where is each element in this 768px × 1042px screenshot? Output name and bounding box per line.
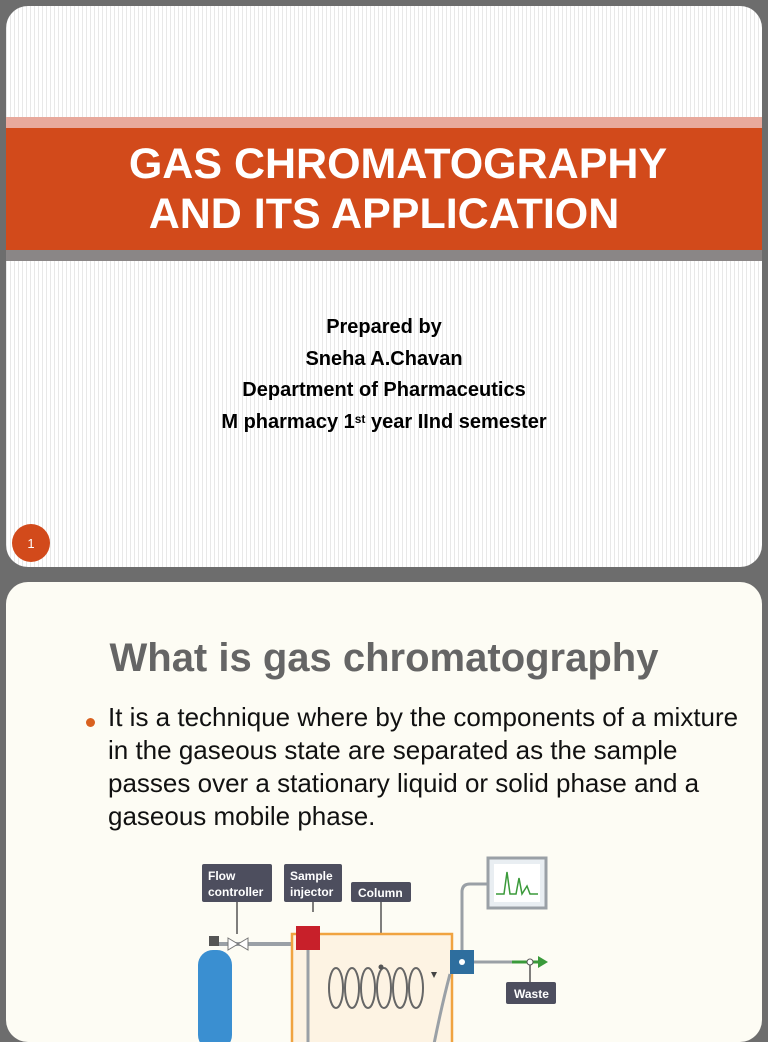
slide-2	[6, 582, 762, 1042]
author-block	[6, 312, 762, 438]
title-accent-top	[6, 117, 762, 128]
title-line-1: GAS CHROMATOGRAPHY	[128, 140, 668, 188]
prepared-by-label: Prepared by	[326, 316, 442, 338]
slide-heading: What is gas chromatography	[109, 636, 659, 680]
page-number-badge: 1	[12, 524, 50, 562]
gc-instrument-diagram	[186, 854, 566, 1042]
waste-text: Waste	[514, 987, 549, 1001]
sample-injector-text-2: injector	[290, 885, 334, 899]
sample-injector-text-1: Sample	[290, 869, 333, 883]
department-label: Department of Pharmaceutics	[242, 379, 526, 401]
flow-controller-text-2: controller	[208, 885, 264, 899]
column-text: Column	[358, 886, 403, 900]
author-name: Sneha A.Chavan	[305, 347, 463, 370]
bullet-icon	[86, 718, 95, 727]
gas-cylinder-icon	[198, 936, 232, 1042]
valve-icon	[228, 938, 248, 950]
detector-trace-icon	[488, 858, 546, 908]
title-banner	[6, 128, 762, 250]
title-line-2: AND ITS APPLICATION	[148, 190, 620, 238]
flow-controller-text-1: Flow	[208, 869, 236, 883]
title-accent-bottom	[6, 250, 762, 261]
column-oven	[292, 934, 452, 1042]
sample-injector-icon	[296, 926, 320, 950]
course-label: M pharmacy 1st year IInd semester	[221, 410, 547, 433]
slide-1	[6, 6, 762, 567]
bullet-text: It is a technique where by the components of a mixture in the gaseous state are separated as the sample passes over a stationary liquid or solid phase and a gaseous mobile phase.	[108, 702, 739, 831]
